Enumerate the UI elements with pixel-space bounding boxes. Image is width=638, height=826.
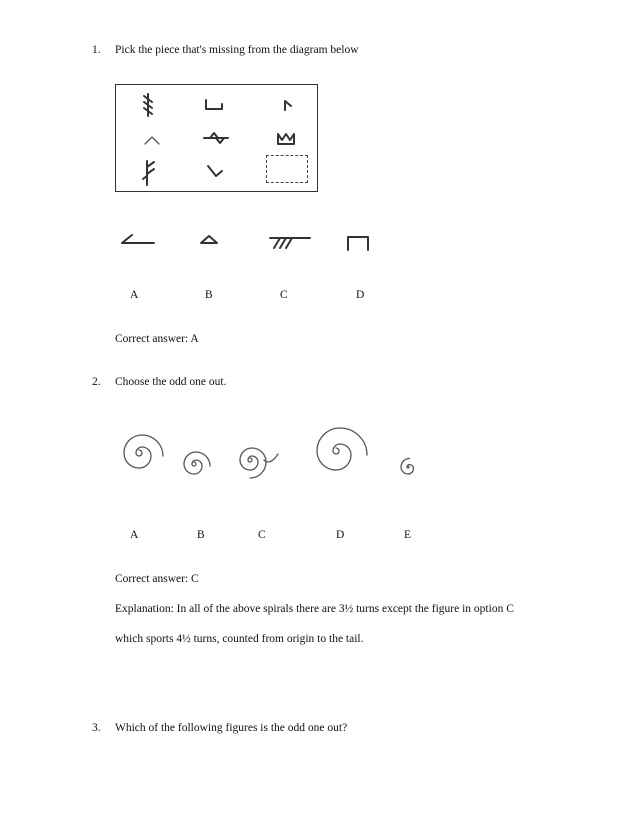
small-flag-icon <box>283 99 293 111</box>
option-label-a: A <box>130 289 139 301</box>
spiral-icon[interactable] <box>396 456 420 478</box>
question-2-answer: Correct answer: C <box>115 573 199 585</box>
crown-icon <box>276 132 296 146</box>
option-label-d: D <box>336 529 345 541</box>
bar-with-right-strokes-icon <box>141 159 159 187</box>
cup-bracket-icon <box>204 98 224 112</box>
question-3-prompt: Which of the following figures is the odd one out? <box>115 722 348 734</box>
triangle-on-line-icon <box>202 131 230 145</box>
check-stroke-icon <box>206 163 224 179</box>
spiral-icon[interactable] <box>228 436 284 484</box>
question-2-prompt: Choose the odd one out. <box>115 376 227 388</box>
spiral-icon[interactable] <box>113 427 165 479</box>
inverted-u-bracket-icon[interactable] <box>345 234 371 252</box>
spiral-icon[interactable] <box>175 445 213 483</box>
angle-line-icon[interactable] <box>118 233 158 247</box>
option-label-d: D <box>356 289 365 301</box>
option-label-e: E <box>404 529 412 541</box>
question-2-explanation-line-1: Explanation: In all of the above spirals there are 3½ turns except the figure in option C <box>115 603 514 615</box>
option-label-b: B <box>205 289 213 301</box>
option-label-b: B <box>197 529 205 541</box>
question-1-answer: Correct answer: A <box>115 333 199 345</box>
question-2-number: 2. <box>92 376 101 388</box>
missing-piece-placeholder[interactable] <box>266 155 308 183</box>
option-label-c: C <box>258 529 266 541</box>
option-label-a: A <box>130 529 139 541</box>
caret-icon <box>143 134 161 146</box>
small-triangle-on-line-icon[interactable] <box>197 233 221 247</box>
hatched-line-icon[interactable] <box>268 235 312 251</box>
question-3-number: 3. <box>92 722 101 734</box>
vertical-bar-with-diagonal-strokes-icon <box>140 92 160 118</box>
question-1-prompt: Pick the piece that's missing from the diagram below <box>115 44 359 56</box>
question-2-explanation-line-2: which sports 4½ turns, counted from origin to the tail. <box>115 633 364 645</box>
spiral-icon[interactable] <box>302 415 376 485</box>
question-1-number: 1. <box>92 44 101 56</box>
option-label-c: C <box>280 289 288 301</box>
